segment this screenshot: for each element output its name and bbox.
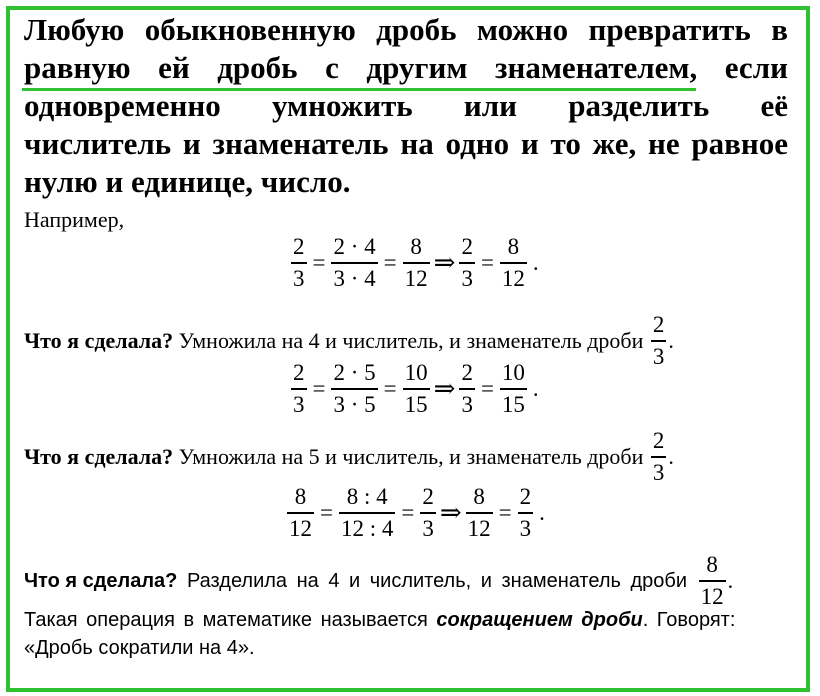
question-text: Умножила на 4 и числитель, и знаменатель дроби xyxy=(173,327,649,353)
fraction: $\frac{10}{15}$ xyxy=(501,360,525,417)
rule-line-1 xyxy=(24,11,788,49)
rule-word: и xyxy=(520,126,539,161)
question-label: Что я сделала? xyxy=(24,569,178,592)
implies-arrow: ⇒ xyxy=(433,373,456,403)
conclusion-text: . Говорят: xyxy=(642,609,736,631)
fraction: $\frac{8}{12}$ xyxy=(289,484,312,541)
rule-word: или xyxy=(463,88,518,123)
rule-word: её xyxy=(760,88,788,123)
rule-word: равную xyxy=(24,50,131,85)
fraction: $\frac{8}{12}$ xyxy=(467,484,491,541)
question-1: Что я сделала? Умножила на 4 и числитель, и знаменатель дроби $\frac{2}{3}$ . xyxy=(24,312,674,369)
rule-word: и xyxy=(182,126,201,161)
fraction: $\frac{2}{3}$ xyxy=(422,484,434,541)
rule-word: знаменатель xyxy=(212,126,389,161)
equation-2: $\frac{2}{3}$ = $\frac{2 \cdot 5}{3 \cdot 5}$ = $\frac{10}{15}$ ⇒ $\frac{2}{3}$ = $\frac{10}{15}$ . xyxy=(293,360,539,417)
fraction: $\frac{2}{3}$ xyxy=(293,234,305,291)
fraction: $\frac{2 \cdot 4}{3 \cdot 4}$ xyxy=(333,234,376,291)
rule-word: обыкновенную xyxy=(144,12,356,47)
question-label: Что я сделала? xyxy=(24,327,174,353)
rule-line-5: нулю и единице, число. xyxy=(24,164,351,199)
conclusion-text: Такая операция в математике называется xyxy=(24,609,437,631)
question-text: Разделила на 4 и числитель, и знаменатель дроби xyxy=(177,569,697,592)
rule-word: другим xyxy=(366,50,468,85)
rule-word: не xyxy=(648,126,680,161)
implies-arrow: ⇒ xyxy=(433,247,456,277)
rule-word: знаменателем, xyxy=(495,50,698,85)
rule-word: ей xyxy=(158,50,190,85)
fraction: $\frac{8}{12}$ xyxy=(501,234,525,291)
conclusion-line-2: «Дробь сократили на 4». xyxy=(24,637,255,659)
fraction: $\frac{2}{3}$ xyxy=(461,234,473,291)
fraction: $\frac{2}{3}$ xyxy=(519,484,532,541)
rule-word: же, xyxy=(592,126,637,161)
fraction: $\frac{2 \cdot 5}{3 \cdot 5}$ xyxy=(333,360,376,417)
fraction: $\frac{2}{3}$ xyxy=(461,360,473,417)
rule-word: в xyxy=(771,12,788,47)
question-text: Умножила на 5 и числитель, и знаменатель дроби xyxy=(173,443,649,469)
fraction: $\frac{2}{3}$ xyxy=(652,428,665,485)
equation-1: $\frac{2}{3}$ = $\frac{2 \cdot 4}{3 \cdot 4}$ = $\frac{8}{12}$ ⇒ $\frac{2}{3}$ = $\frac{8}{12}$ . xyxy=(293,234,539,291)
rule-word: с xyxy=(325,50,339,85)
question-label: Что я сделала? xyxy=(24,443,174,469)
rule-word: дробь xyxy=(376,12,457,47)
fraction: $\frac{8}{12}$ xyxy=(404,234,428,291)
rule-word: если xyxy=(724,50,788,85)
fraction: $\frac{2}{3}$ xyxy=(652,312,665,369)
rule-word: дробь xyxy=(217,50,298,85)
rule-word: числитель xyxy=(24,126,172,161)
rule-line-2 xyxy=(24,49,788,87)
question-2: Что я сделала? Умножила на 5 и числитель, и знаменатель дроби $\frac{2}{3}$ . xyxy=(24,428,674,485)
rule-word: можно xyxy=(476,12,569,47)
conclusion-term: сокращением дроби xyxy=(436,609,643,631)
rule-word: то xyxy=(550,126,581,161)
rule-word: одно xyxy=(445,126,510,161)
rule-line-4 xyxy=(24,125,788,163)
rule-word: умножить xyxy=(271,88,413,123)
rule-word: разделить xyxy=(568,88,710,123)
example-label: Например, xyxy=(24,207,125,232)
rule-word: Любую xyxy=(24,12,125,47)
rule-line-3 xyxy=(24,87,788,125)
rule-word: равное xyxy=(691,126,788,161)
fraction: $\frac{10}{15}$ xyxy=(404,360,428,417)
question-3: Что я сделала? Разделила на 4 и числитель, и знаменатель дроби $\frac{8}{12}$ . xyxy=(24,552,734,609)
fraction: $\frac{8}{12}$ xyxy=(700,552,724,609)
equation-3: $\frac{8}{12}$ = $\frac{8 : 4}{12 : 4}$ = $\frac{2}{3}$ ⇒ $\frac{8}{12}$ = $\frac{2}{3}$ . xyxy=(289,484,545,541)
fraction: $\frac{8 : 4}{12 : 4}$ xyxy=(340,484,394,541)
implies-arrow: ⇒ xyxy=(439,497,462,527)
rule-word: одновременно xyxy=(24,88,221,123)
rule-word: превратить xyxy=(588,12,751,47)
rule-word: на xyxy=(400,126,434,161)
conclusion-line-1 xyxy=(24,606,792,634)
fraction: $\frac{2}{3}$ xyxy=(293,360,305,417)
